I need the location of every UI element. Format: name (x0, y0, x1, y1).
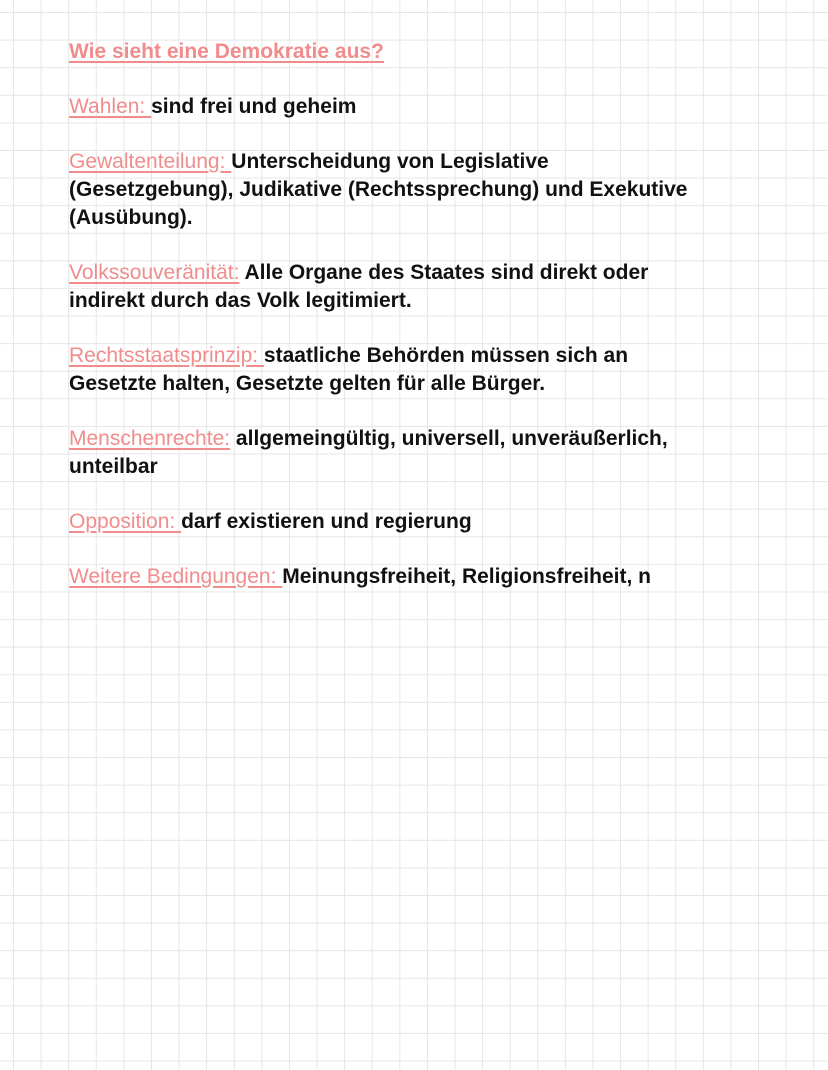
note-page (69, 38, 709, 618)
entry-definition: staatliche Behörden müssen sich an Gesetzte halten, Gesetzte gelten für alle Bürger. (69, 344, 629, 395)
page-title: Wie sieht eine Demokratie aus? (69, 40, 384, 63)
entry-definition: Meinungsfreiheit, Religionsfreiheit, n (282, 565, 651, 588)
entry-opposition (69, 508, 709, 536)
entry-wahlen (69, 93, 709, 121)
entry-term: Menschenrechte: (69, 427, 231, 450)
entry-definition: allgemeingültig, universell, unveräußerlich, unteilbar (69, 427, 668, 478)
entry-definition: Alle Organe des Staates sind direkt oder indirekt durch das Volk legitimiert. (69, 261, 649, 312)
entry-term: Weitere Bedingungen: (69, 565, 283, 588)
entry-rechtsstaatsprinzip (69, 342, 709, 398)
entry-weitere-bedingungen (69, 563, 709, 591)
entry-menschenrechte (69, 425, 709, 481)
entry-term: Rechtsstaatsprinzip: (69, 344, 264, 367)
entry-term: Opposition: (69, 510, 182, 533)
entry-definition: sind frei und geheim (151, 95, 357, 118)
entry-definition: darf existieren und regierung (181, 510, 472, 533)
entry-definition: Unterscheidung von Legislative (Gesetzgebung), Judikative (Rechtssprechung) und Exekutive (Ausübung). (69, 150, 688, 229)
entry-term: Wahlen: (69, 95, 152, 118)
entry-volkssouveraenitaet (69, 259, 709, 315)
entry-term: Volkssouveränität: (69, 261, 240, 284)
entry-term: Gewaltenteilung: (69, 150, 232, 173)
entry-gewaltenteilung (69, 148, 709, 232)
